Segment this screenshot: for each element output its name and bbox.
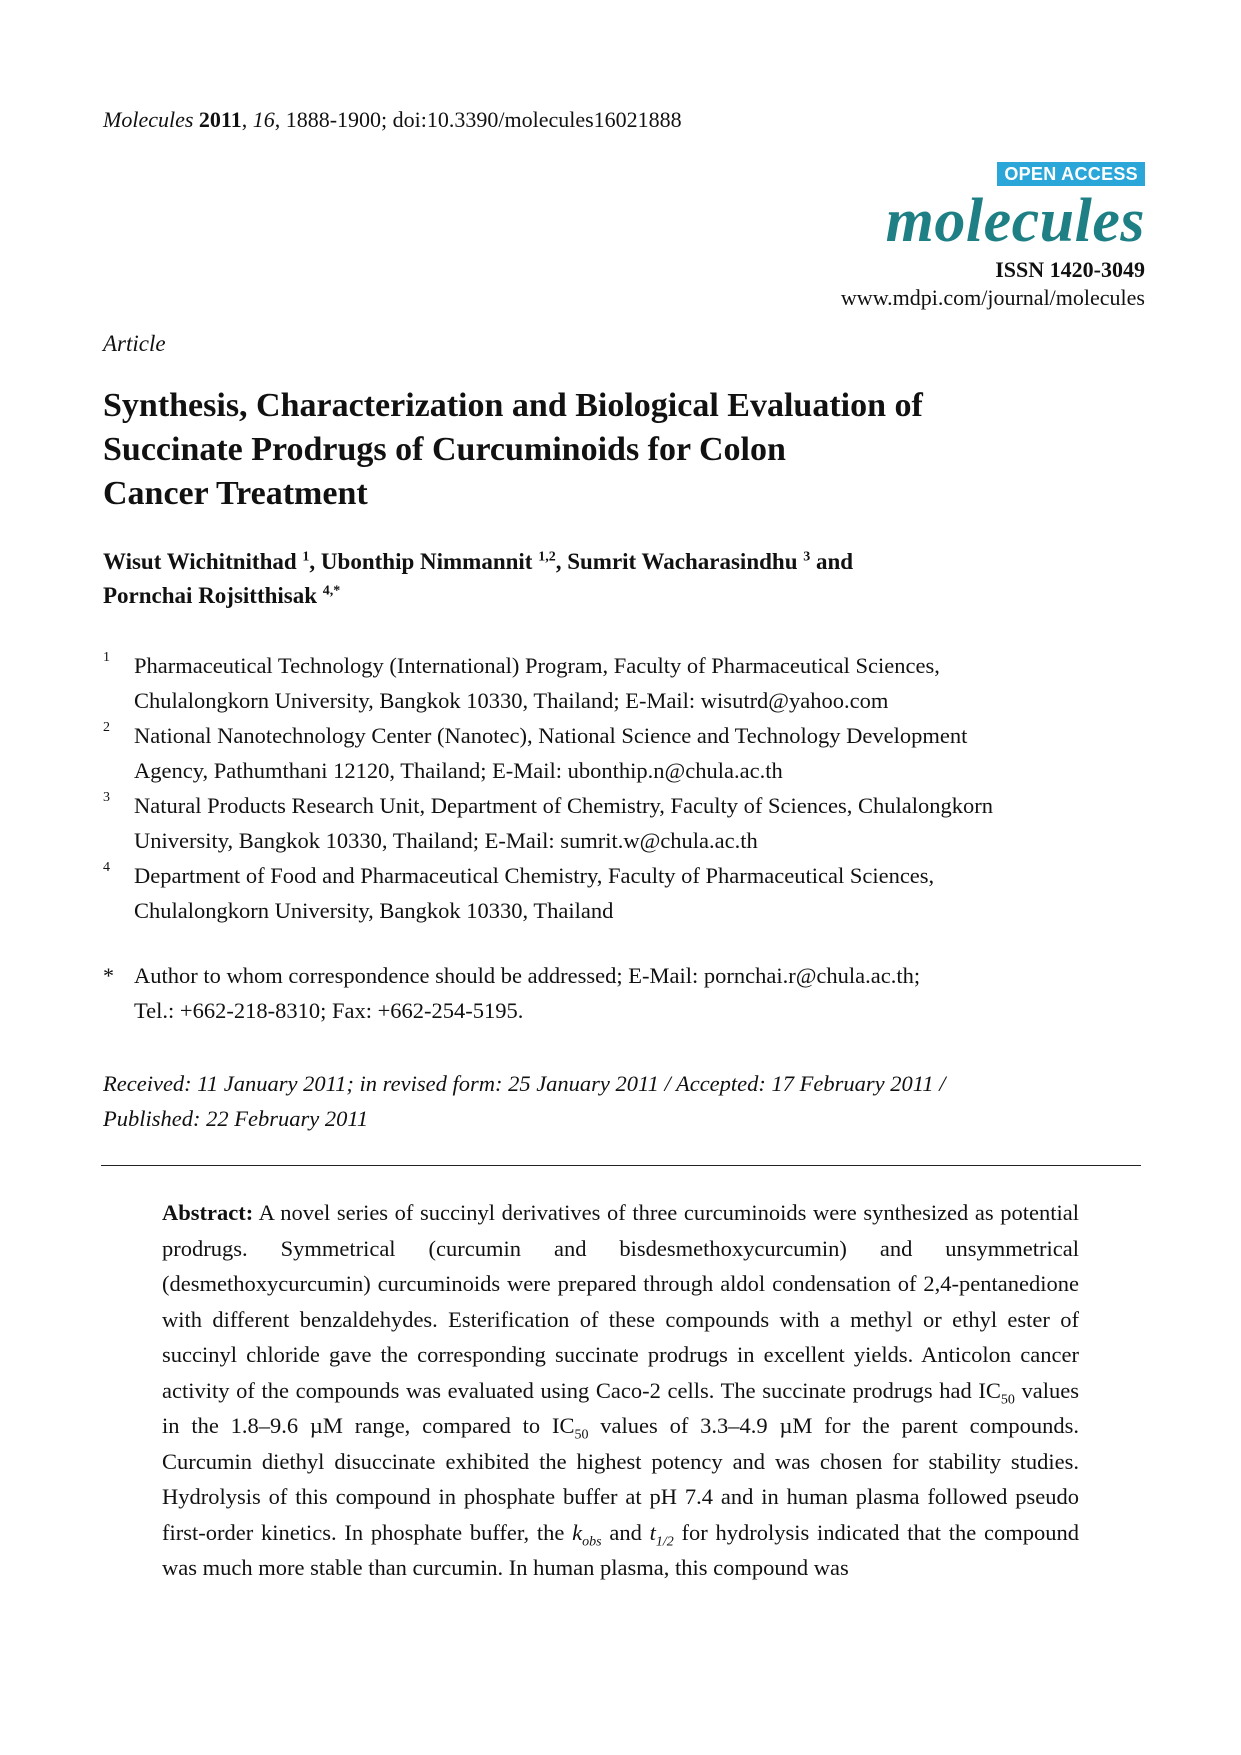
author-affiliation-mark: 3 — [803, 549, 811, 565]
open-access-badge: OPEN ACCESS — [997, 162, 1145, 186]
article-type: Article — [103, 331, 166, 356]
paper-title — [103, 384, 1083, 516]
affiliation-item: 3 Natural Products Research Unit, Department of Chemistry, Faculty of Sciences, Chulalongkorn University, Bangkok 10330, Thailand; E-Mail: sumrit.w@chula.ac.th — [103, 788, 1153, 858]
issn: ISSN 1420-3049 — [995, 257, 1145, 282]
half-life-symbol: $t_{1/2}$ — [649, 1519, 674, 1549]
citation-pages-doi: , 1888-1900; doi:10.3390/molecules16021888 — [274, 107, 682, 132]
author-name: Wisut Wichitnithad — [103, 549, 297, 574]
author-name: Ubonthip Nimmannit — [320, 549, 533, 574]
author-affiliation-mark: 1 — [302, 549, 310, 565]
affiliation-number: 3 — [103, 790, 110, 805]
correspondence-mark: * — [103, 963, 114, 988]
journal-website-link[interactable]: www.mdpi.com/journal/molecules — [840, 285, 1145, 310]
kobs-symbol: $k_{obs}$ — [572, 1519, 602, 1549]
abstract-label: Abstract: — [162, 1200, 254, 1225]
correspondence-note: * Author to whom correspondence should be addressed; E-Mail: pornchai.r@chula.ac.th; Tel.: +662-218-8310; Fax: +662-254-5195. — [103, 958, 1153, 1028]
author-affiliation-mark: 1,2 — [538, 549, 556, 565]
affiliations — [103, 648, 1153, 1028]
section-divider — [101, 1165, 1141, 1166]
citation-volume: 16 — [252, 107, 275, 132]
affiliation-item: 2 National Nanotechnology Center (Nanotec), National Science and Technology Development Agency, Pathumthani 12120, Thailand; E-Mail: ubonthip.n@chula.ac.th — [103, 718, 1153, 788]
affiliation-item: 4 Department of Food and Pharmaceutical Chemistry, Faculty of Pharmaceutical Sciences, Chulalongkorn University, Bangkok 10330, Thailand — [103, 858, 1153, 928]
author-list: Wisut Wichitnithad $^1$, Ubonthip Nimmannit $^{1,2}$, Sumrit Wacharasindhu $^3$ and Pornchai Rojsitthisak $^{4,*}$ — [103, 549, 854, 608]
author-name: Pornchai Rojsitthisak — [103, 583, 318, 608]
citation-journal: Molecules — [103, 107, 194, 132]
title-line: Synthesis, Characterization and Biological Evaluation of — [103, 387, 923, 424]
title-line: Cancer Treatment — [103, 475, 368, 512]
author-name: Sumrit Wacharasindhu — [567, 549, 798, 574]
title-line: Succinate Prodrugs of Curcuminoids for Colon — [103, 431, 786, 468]
affiliation-number: 2 — [103, 720, 110, 735]
affiliation-item: 1 Pharmaceutical Technology (International) Program, Faculty of Pharmaceutical Sciences, Chulalongkorn University, Bangkok 10330, Thailand; E-Mail: wisutrd@yahoo.com — [103, 648, 1153, 718]
journal-logo: molecules — [885, 187, 1145, 255]
affiliation-number: 4 — [103, 860, 110, 875]
abstract: Abstract: A novel series of succinyl derivatives of three curcuminoids were synthesized as potential prodrugs. Symmetrical (curcumin and bisdesmethoxycurcumin) and unsymmetrical (desmethoxycurcumin) curcuminoids were prepared through aldol condensation of 2,4-pentanedione with different benzaldehydes. Esterification of these compounds with a methyl or ethyl ester of succinyl chloride gave the corresponding succinate prodrugs in excellent yields. Anticolon cancer activity of the compounds was evaluated using Caco-2 cells. The succinate prodrugs had $IC_{50}$ values in the 1.8–9.6 µM range, compared to $IC_{50}$ values of 3.3–4.9 µM for the parent compounds. Curcumin diethyl disuccinate exhibited the highest potency and was chosen for stability studies. Hydrolysis of this compound in phosphate buffer at pH 7.4 and in human plasma followed pseudo first-order kinetics. In phosphate buffer, the $k_{obs}$ and $t_{1/2}$ for hydrolysis indicated that the compound was much more stable than curcumin. In human plasma, this compound was — [162, 1200, 1080, 1580]
affiliation-number: 1 — [103, 650, 110, 665]
journal-masthead — [725, 162, 1145, 312]
publication-dates: Received: 11 January 2011; in revised form: 25 January 2011 / Accepted: 17 February 2011 / Published: 22 February 2011 — [103, 1071, 946, 1131]
author-affiliation-mark: 4,* — [322, 583, 341, 599]
citation-year: 2011 — [198, 107, 242, 132]
citation-line: Molecules 2011, 16, 1888-1900; doi:10.3390/molecules16021888 — [103, 107, 682, 132]
